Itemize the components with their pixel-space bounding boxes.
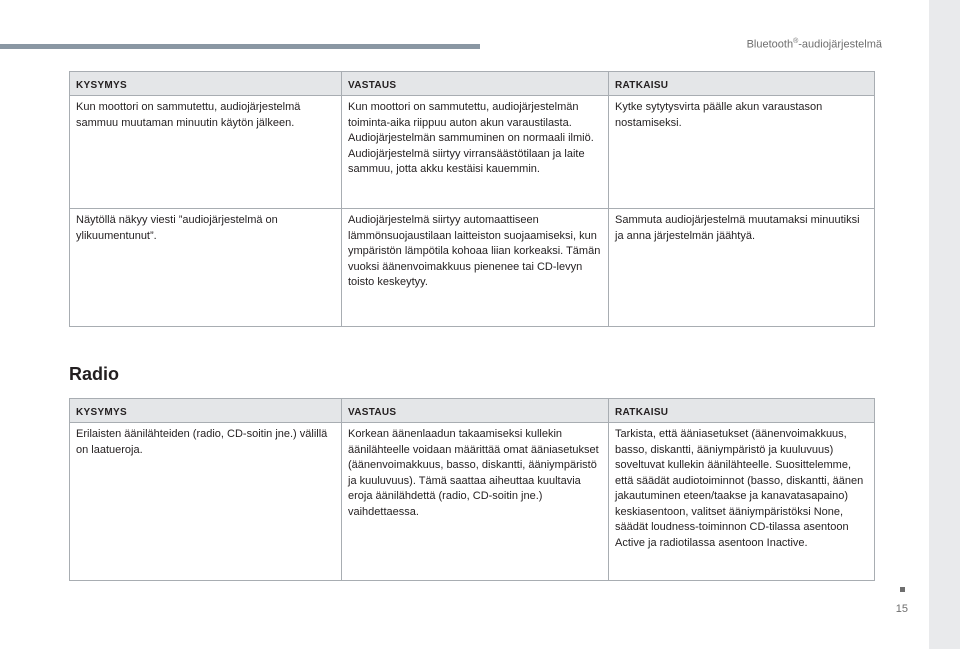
table-header-row xyxy=(70,399,875,423)
column-header-question: KYSYMYS xyxy=(70,399,342,423)
page-side-strip xyxy=(929,0,960,649)
page-end-marker xyxy=(900,587,905,592)
cell-question: Näytöllä näkyy viesti ”audiojärjestelmä on ylikuumentunut”. xyxy=(70,209,342,327)
cell-question: Kun moottori on sammutettu, audiojärjestelmä sammuu muutaman minuutin käytön jälkeen. xyxy=(70,96,342,209)
column-header-solution: RATKAISU xyxy=(609,399,875,423)
table-row xyxy=(70,96,875,209)
header-rule xyxy=(0,44,480,49)
cell-answer: Korkean äänenlaadun takaamiseksi kullekin äänilähteelle voidaan määrittää omat ääniasetukset (äänenvoimakkuus, basso, diskantti, ääniympäristö ja kuuluvuus). Tämä saattaa aiheuttaa kuultavia eroja äänilähdettä (radio, CD-soitin jne.) vaihdettaessa. xyxy=(342,423,609,581)
header-title-rest: -audiojärjestelmä xyxy=(798,38,882,51)
cell-answer: Kun moottori on sammutettu, audiojärjestelmän toiminta-aika riippuu auton akun varaustilasta. Audiojärjestelmän sammuminen on normaali ilmiö. Audiojärjestelmä siirtyy virransäästötilaan ja laite sammuu, jotta akku kestäisi kauemmin. xyxy=(342,96,609,209)
header-title-registered-mark: ® xyxy=(793,38,799,45)
cell-solution: Kytke sytytysvirta päälle akun varaustason nostamiseksi. xyxy=(609,96,875,209)
page-header-title xyxy=(747,38,882,51)
column-header-solution: RATKAISU xyxy=(609,72,875,96)
table-row xyxy=(70,423,875,581)
column-header-answer: VASTAUS xyxy=(342,399,609,423)
column-header-question: KYSYMYS xyxy=(70,72,342,96)
faq-table-general xyxy=(69,71,875,327)
section-title-radio: Radio xyxy=(69,364,120,384)
header-title-main: Bluetooth xyxy=(746,38,794,51)
cell-question: Erilaisten äänilähteiden (radio, CD-soitin jne.) välillä on laatueroja. xyxy=(70,423,342,581)
table-row xyxy=(70,209,875,327)
faq-table-radio xyxy=(69,398,875,581)
cell-solution: Sammuta audiojärjestelmä muutamaksi minuutiksi ja anna järjestelmän jäähtyä. xyxy=(609,209,875,327)
cell-solution: Tarkista, että ääniasetukset (äänenvoimakkuus, basso, diskantti, ääniympäristö ja kuuluvuus) soveltuvat kullekin äänilähteelle. Suosittelemme, että säädät audiotoiminnot (basso, diskantti, äänen jakautuminen eteen/taakse ja kanavatasapaino) keskiasentoon, valitset ääniympäristöksi None, säädät loudness-toiminnon CD-tilassa asentoon Active ja radiotilassa asentoon Inactive. xyxy=(609,423,875,581)
cell-answer: Audiojärjestelmä siirtyy automaattiseen lämmönsuojaustilaan laitteiston suojaamiseksi, kun ympäristön lämpötila kohoaa liian korkeaksi. Tämän vuoksi äänenvoimakkuus pienenee tai CD-levyn toisto keskeytyy. xyxy=(342,209,609,327)
table-header-row xyxy=(70,72,875,96)
column-header-answer: VASTAUS xyxy=(342,72,609,96)
page-number: 15 xyxy=(895,603,908,615)
